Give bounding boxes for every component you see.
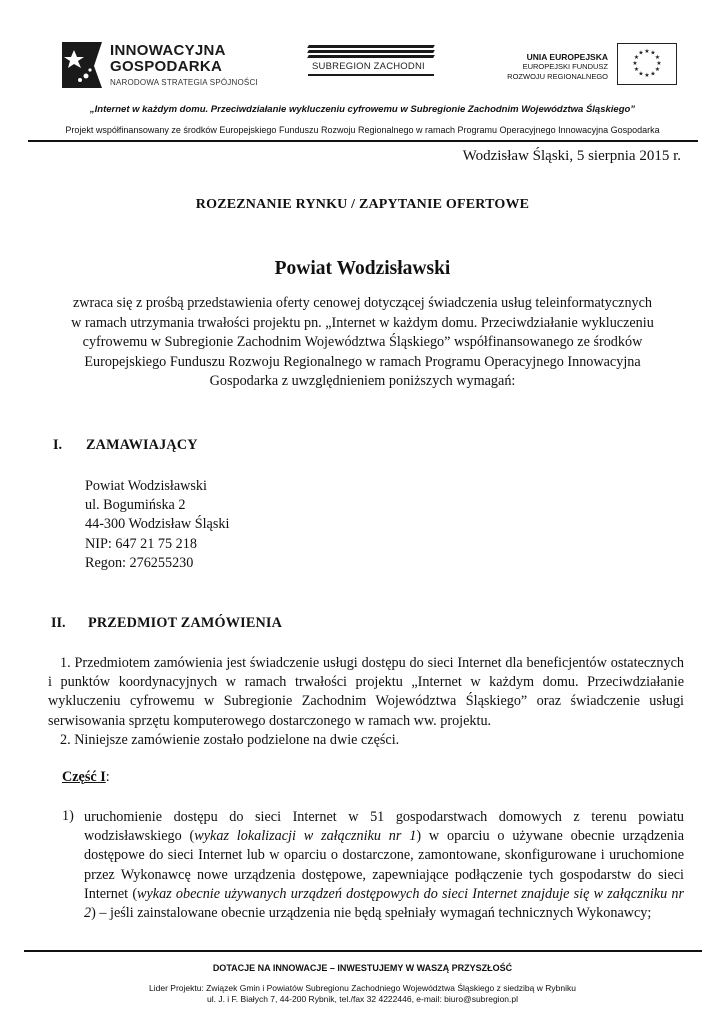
section-2-number: II. — [51, 615, 66, 631]
list-text: ) – jeśli zainstalowane obecnie urządzenia nie będą spełniały wymagań technicznych Wykonawcy; — [91, 905, 652, 922]
section-1-number: I. — [53, 437, 63, 453]
subregion-zachodni-logo — [308, 44, 434, 84]
svg-text:★: ★ — [654, 66, 661, 73]
subregion-underline — [308, 74, 434, 76]
address-line: ul. Bogumińska 2 — [85, 497, 186, 514]
ig-line1: INNOWACYJNA — [110, 42, 226, 59]
annex-ref-1: wykaz lokalizacji w załączniku nr 1 — [194, 828, 417, 845]
cofinancing-note: Projekt współfinansowany ze środków Europejskiego Funduszu Rozwoju Regionalnego w ramach Programu Operacyjnego Innowacyjna Gospodarka — [65, 125, 660, 135]
annex-ref-2: wykaz obecnie używanych urządzeń dostępowych do sieci Internet znajduje się w załączniku nr 2 — [84, 885, 684, 922]
header-divider — [28, 140, 698, 142]
svg-text:★: ★ — [633, 54, 640, 61]
item-text: Przedmiotem zamówienia jest świadczenie usługi dostępu do sieci Internet dla beneficjentów ostatecznych i punktów koordynacyjnych w ramach trwałości projektu „Internet w każdym domu. Przeciwdziałanie wykluczeniu cyfrowemu w Subregionie Zachodnim Województwa Śląskiego” oraz świadczenie usługi serwisowania sprzętu komputerowego dostarczonego w ramach ww. projektu. — [48, 655, 685, 729]
organization-title: Powiat Wodzisławski — [274, 258, 451, 279]
footer-leader: Lider Projektu: Związek Gmin i Powiatów Subregionu Zachodniego Województwa Śląskiego z siedzibą w Rybniku — [149, 983, 576, 993]
part-heading — [62, 769, 110, 786]
address-line: Regon: 276255230 — [85, 554, 194, 571]
eu-line2: EUROPEJSKI FUNDUSZ — [522, 62, 608, 71]
document-type-heading: ROZEZNANIE RYNKU / ZAPYTANIE OFERTOWE — [195, 197, 530, 212]
address-block — [85, 477, 229, 573]
flag-logo-icon — [60, 40, 104, 90]
subregion-stripes-icon — [308, 44, 434, 60]
section-1-title: ZAMAWIAJĄCY — [86, 437, 198, 453]
footer-slogan: DOTACJE NA INNOWACJE – INWESTUJEMY W WASZĄ PRZYSZŁOŚĆ — [212, 963, 513, 973]
ig-line2: GOSPODARKA — [110, 58, 223, 75]
innowacyjna-gospodarka-logo — [60, 36, 270, 96]
svg-text:★: ★ — [656, 60, 662, 67]
item-number: 1. — [60, 655, 71, 671]
list-number: 1) — [62, 808, 74, 824]
item-text: Niniejsze zamówienie zostało podzielone na dwie części. — [74, 732, 400, 748]
project-title: „Internet w każdym domu. Przeciwdziałanie wykluczeniu cyfrowemu w Subregionie Zachodnim Województwa Śląskiego” — [89, 104, 636, 115]
svg-text:★: ★ — [644, 72, 650, 79]
address-line: 44-300 Wodzisław Śląski — [85, 516, 230, 533]
document-date: Wodzisław Śląski, 5 sierpnia 2015 r. — [462, 148, 681, 164]
svg-text:★: ★ — [638, 70, 644, 78]
eu-line1: UNIA EUROPEJSKA — [526, 52, 608, 62]
eu-flag-icon — [617, 43, 677, 85]
section-2-title: PRZEDMIOT ZAMÓWIENIA — [88, 615, 283, 631]
intro-line: cyfrowemu w Subregionie Zachodnim Województwa Śląskiego” współfinansowanego ze środków — [82, 334, 643, 351]
eu-stars-icon — [618, 44, 676, 84]
ig-line3: NARODOWA STRATEGIA SPÓJNOŚCI — [110, 78, 258, 87]
eu-line3: ROZWOJU REGIONALNEGO — [507, 72, 608, 81]
subject-item-1 — [48, 654, 684, 731]
list-text: uruchomienie dostępu do sieci Internet w 51 gospodarstwach domowych z terenu powiatu wodzisławskiego ( — [84, 809, 684, 845]
part-label: Część I — [62, 769, 106, 785]
subject-item-2 — [48, 731, 684, 750]
address-line: NIP: 647 21 75 218 — [85, 535, 197, 552]
subregion-text: SUBREGION ZACHODNI — [312, 61, 425, 72]
intro-paragraph — [50, 294, 675, 392]
intro-line: w ramach utrzymania trwałości projektu pn. „Internet w każdym domu. Przeciwdziałanie wykluczeniu — [71, 314, 654, 331]
svg-text:★: ★ — [650, 70, 656, 78]
footer-divider — [24, 950, 702, 952]
footer-address: ul. J. i F. Białych 7, 44-200 Rybnik, tel./fax 32 4222446, e-mail: biuro@subregion.pl — [206, 994, 519, 1004]
svg-text:★: ★ — [632, 60, 638, 67]
svg-text:★: ★ — [654, 54, 661, 61]
intro-line: Europejskiego Funduszu Rozwoju Regionalnego w ramach Programu Operacyjnego Innowacyjna — [84, 353, 641, 370]
svg-text:★: ★ — [644, 48, 650, 55]
eu-text-block — [500, 52, 608, 82]
svg-text:★: ★ — [638, 49, 644, 57]
list-text: ) w oparciu o używane obecnie urządzenia dostępowe do sieci Internet lub w oparciu o dostarczone, zamontowane, skonfigurowane i uruchomione przez Wykonawcę nowe urządzenia dostępowe, zapewniające podłączenie tych gospodarstw do sieci Internet ( — [84, 828, 684, 902]
intro-line: Gospodarka z uwzględnieniem poniższych wymagań: — [209, 373, 516, 390]
item-number: 2. — [60, 732, 71, 748]
part-colon: : — [105, 769, 110, 785]
address-line: Powiat Wodzisławski — [85, 478, 207, 494]
list-item-1 — [84, 808, 684, 923]
svg-text:★: ★ — [650, 49, 656, 57]
svg-text:★: ★ — [633, 66, 640, 73]
intro-line: zwraca się z prośbą przedstawienia oferty cenowej dotyczącej świadczenia usług teleinformatycznych — [72, 295, 653, 311]
